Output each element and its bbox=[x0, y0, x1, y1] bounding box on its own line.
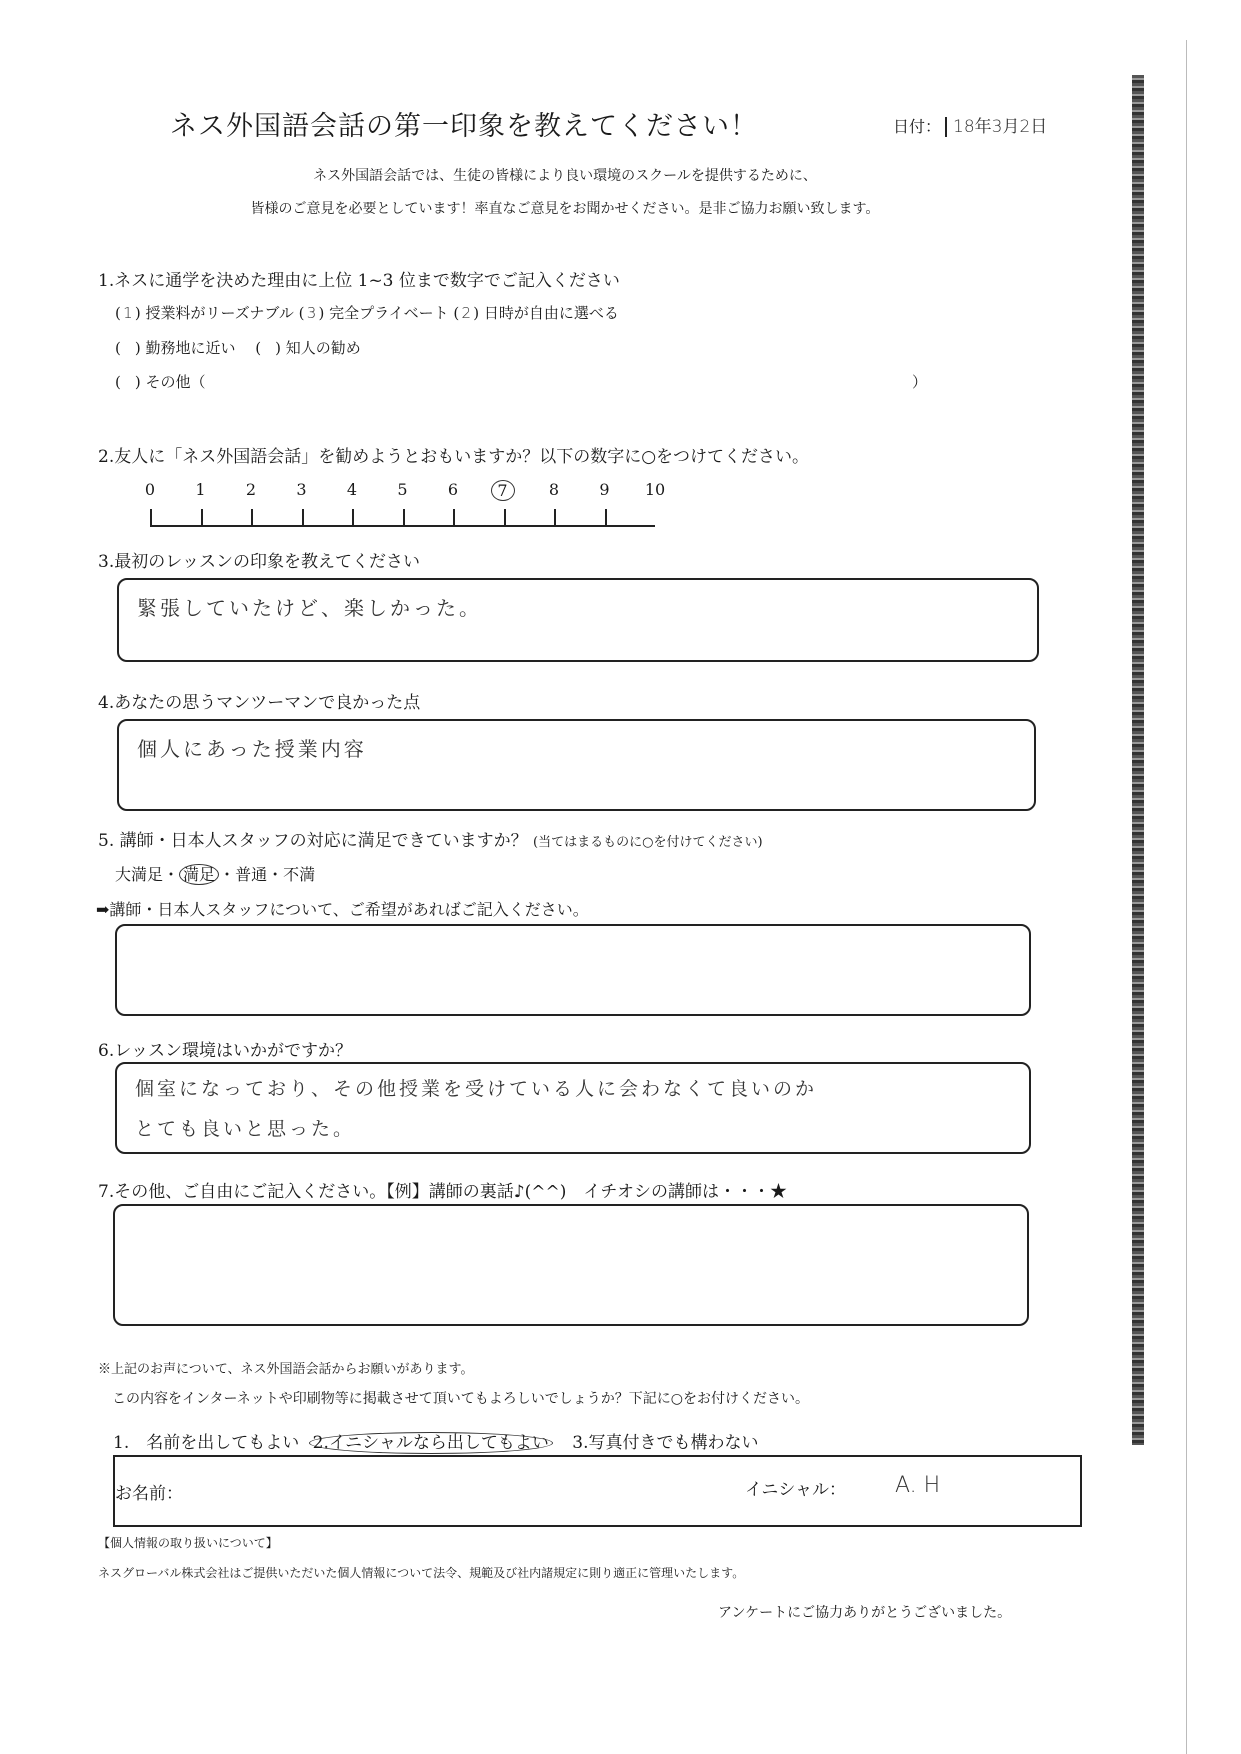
q5-answer-box[interactable] bbox=[115, 924, 1031, 1016]
q1-mark[interactable]: 1 bbox=[123, 304, 133, 322]
q3-answer-box[interactable] bbox=[117, 578, 1039, 662]
q1-option-other: その他（ bbox=[145, 373, 206, 391]
q5-label bbox=[98, 826, 763, 851]
q5-question: 5. 講師・日本人スタッフの対応に満足できていますか？ bbox=[98, 831, 528, 851]
initials-value[interactable]: A. H bbox=[895, 1473, 941, 1498]
q2-scale-value-selected[interactable]: 7 bbox=[491, 480, 515, 501]
q2-scale-value[interactable]: 10 bbox=[644, 480, 666, 499]
q2-label: 2.友人に「ネス外国語会話」を勧めようとおもいますか？以下の数字に○をつけてください。 bbox=[98, 447, 810, 467]
q1-option: 日時が自由に選べる bbox=[483, 304, 619, 322]
q2-scale-tick bbox=[150, 509, 152, 527]
q2-scale-tick bbox=[201, 509, 203, 527]
q1-options-row-3: ( ) その他（ bbox=[115, 373, 206, 391]
q5-choice[interactable]: 大満足 bbox=[115, 865, 164, 884]
q5-choice-selected[interactable]: 満足 bbox=[179, 864, 219, 885]
q1-mark[interactable]: 3 bbox=[306, 304, 317, 322]
q2-scale-value[interactable]: 3 bbox=[296, 480, 307, 499]
date-value: 18年3月2日 bbox=[945, 117, 1047, 137]
q2-scale-line bbox=[150, 525, 655, 527]
q1-other-close: ） bbox=[912, 373, 928, 391]
q2-scale-value[interactable]: 2 bbox=[245, 480, 257, 499]
q1-option: 完全プライベート bbox=[329, 304, 449, 322]
q2-scale-value[interactable]: 4 bbox=[346, 480, 358, 499]
q2-scale-value[interactable]: 6 bbox=[447, 480, 459, 499]
q1-mark[interactable]: 2 bbox=[461, 304, 472, 322]
q4-answer: 個人にあった授業内容 bbox=[137, 737, 367, 761]
intro-line-1: ネス外国語会話では、生徒の皆様により良い環境のスクールを提供するために、 bbox=[313, 168, 817, 184]
separator: ・ bbox=[163, 865, 180, 884]
date-label: 日付： bbox=[893, 117, 942, 136]
q4-answer-box[interactable] bbox=[117, 719, 1036, 811]
thanks-text: アンケートにご協力ありがとうございました。 bbox=[718, 1605, 1012, 1621]
q4-label: 4.あなたの思うマンツーマンで良かった点 bbox=[98, 693, 421, 713]
q2-scale-tick bbox=[251, 509, 253, 527]
name-label: お名前： bbox=[115, 1484, 183, 1504]
initials-label: イニシャル： bbox=[745, 1480, 846, 1500]
q3-label: 3.最初のレッスンの印象を教えてください bbox=[98, 552, 421, 572]
q2-scale-value[interactable]: 1 bbox=[195, 480, 206, 499]
q5-hint: (当てはまるものに○を付けてください) bbox=[533, 835, 763, 850]
q6-answer-box[interactable] bbox=[115, 1062, 1031, 1154]
q1-option: 知人の勧め bbox=[285, 339, 361, 357]
date-field bbox=[893, 112, 1047, 137]
q2-scale-value[interactable]: 9 bbox=[599, 480, 610, 499]
q2-scale-tick bbox=[453, 509, 455, 527]
publication-option-initials-selected[interactable]: 2.イニシャルなら出してもよい bbox=[309, 1432, 553, 1454]
q1-options-row-2: ( ) 勤務地に近い ( ) 知人の勧め bbox=[115, 339, 361, 357]
q6-answer-line-1: 個室になっており、その他授業を受けている人に会わなくて良いのか bbox=[135, 1078, 818, 1100]
privacy-heading: 【個人情報の取り扱いについて】 bbox=[98, 1536, 278, 1550]
q2-scale-tick bbox=[352, 509, 354, 527]
q2-scale-tick bbox=[605, 509, 607, 527]
q5-choice[interactable]: 不満 bbox=[283, 865, 316, 884]
intro-line-2: 皆様のご意見を必要としています！率直なご意見をお聞かせください。是非ご協力お願い致します。 bbox=[250, 201, 880, 217]
page-title: ネス外国語会話の第一印象を教えてください！ bbox=[170, 111, 758, 142]
scan-edge-line bbox=[1186, 40, 1187, 1754]
scan-edge-artifact bbox=[1132, 75, 1144, 1445]
privacy-text: ネスグローバル株式会社はご提供いただいた個人情報について法令、規範及び社内諸規定に則り適正に管理いたします。 bbox=[98, 1566, 745, 1580]
q7-label: 7.その他、ご自由にご記入ください。【例】講師の裏話♪(^^) イチオシの講師は・・・★ bbox=[98, 1182, 787, 1202]
q5-choice[interactable]: 普通 bbox=[235, 865, 268, 884]
publication-note: ※上記のお声について、ネス外国語会話からお願いがあります。 bbox=[98, 1362, 474, 1377]
identity-box bbox=[113, 1455, 1082, 1527]
q5-choices bbox=[115, 862, 315, 885]
q3-answer: 緊張していたけど、楽しかった。 bbox=[137, 596, 482, 620]
q5-sub-label: ➡講師・日本人スタッフについて、ご希望があればご記入ください。 bbox=[96, 900, 589, 919]
q1-option: 授業料がリーズナブル bbox=[145, 304, 294, 322]
q2-scale-value[interactable]: 5 bbox=[397, 480, 408, 499]
q2-scale-value[interactable]: 0 bbox=[144, 480, 156, 499]
q6-answer-line-2: とても良いと思った。 bbox=[135, 1118, 356, 1140]
publication-option-name[interactable]: 1. 名前を出してもよい bbox=[113, 1433, 300, 1453]
q7-answer-box[interactable] bbox=[113, 1204, 1029, 1326]
q2-scale-tick bbox=[554, 509, 556, 527]
q1-option: 勤務地に近い bbox=[145, 339, 236, 357]
q2-scale-tick bbox=[504, 509, 506, 527]
publication-option-photo[interactable]: 3.写真付きでも構わない bbox=[572, 1433, 759, 1453]
q6-label: 6.レッスン環境はいかがですか？ bbox=[98, 1041, 353, 1061]
q1-label: 1.ネスに通学を決めた理由に上位 1~3 位まで数字でご記入ください bbox=[98, 271, 620, 291]
separator: ・ bbox=[267, 865, 284, 884]
q2-scale-tick bbox=[302, 509, 304, 527]
q1-options-row-1: ( 1 ) 授業料がリーズナブル ( 3 ) 完全プライベート ( 2 ) 日時が自由に選べる bbox=[115, 304, 619, 322]
publication-question: この内容をインターネットや印刷物等に掲載させて頂いてもよろしいでしょうか？下記に○をお付けください。 bbox=[112, 1391, 809, 1407]
publication-options bbox=[113, 1428, 758, 1453]
q2-scale-tick bbox=[403, 509, 405, 527]
q2-scale-value[interactable]: 8 bbox=[548, 480, 560, 499]
separator: ・ bbox=[219, 865, 236, 884]
